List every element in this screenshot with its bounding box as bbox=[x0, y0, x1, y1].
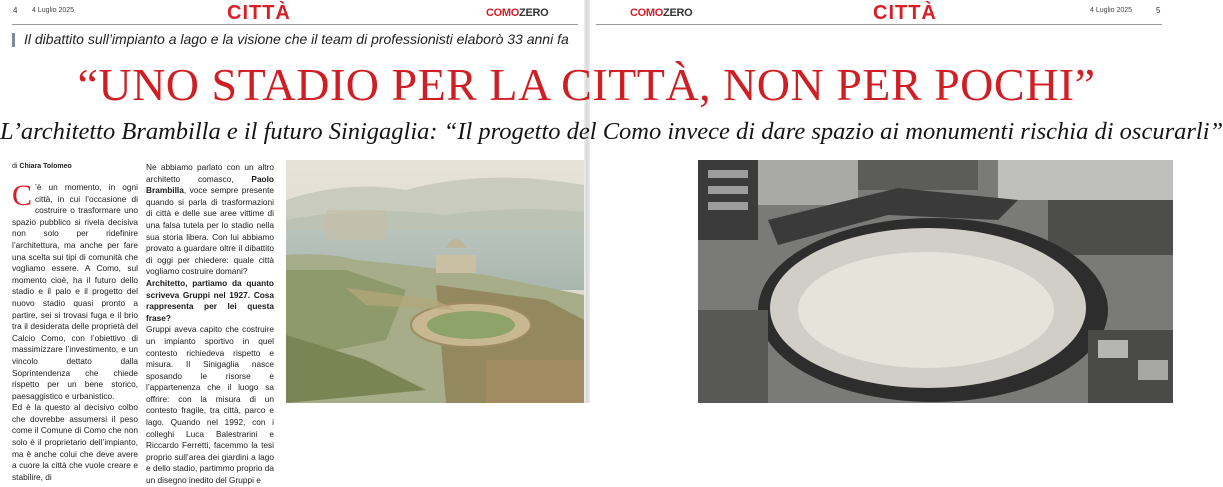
section-title-left: CITTÀ bbox=[227, 2, 291, 24]
lead-paragraph bbox=[12, 179, 138, 402]
watercolor-illustration bbox=[286, 160, 584, 403]
page-number-right: 5 bbox=[1156, 6, 1161, 15]
logo-zero: ZERO bbox=[663, 7, 693, 19]
question-1: Architetto, partiamo da quanto scriveva Gruppi nel 1927. Cosa rappresenta per lei questa frase? bbox=[146, 277, 274, 323]
intro-text-2: , voce sempre presente quando si parla di trasformazioni di città e delle sue aree vittime di una falsa tutela per lo stadio nella sua storia libera. Con lui abbiamo provato a guardare oltre il dibattito di oggi per chiedere: quale città vogliamo costruire domani? bbox=[146, 185, 274, 277]
page-number-left: 4 bbox=[13, 6, 18, 15]
intro-text: Ne abbiamo parlato con un altro architetto comasco, bbox=[146, 162, 274, 184]
article-column-2 bbox=[146, 162, 274, 486]
historic-watercolor-image bbox=[286, 160, 584, 403]
drop-cap: C bbox=[12, 179, 33, 212]
issue-date-right: 4 Luglio 2025 bbox=[1090, 7, 1133, 14]
lead-text: ’è un momento, in ogni città, in cui l’occasione di costruire o trasformare uno spazio pubblico si rivela decisiva non solo per ridefinire l’architettura, ma anche per fare una scelta sui tipi di comunità che vogliamo essere. A Como, sul momento cioè, ha il futuro dello stadio e il palo e il progetto del nuovo stadio quasi pronto a partire, sei si trovasi fuga e il brio tra il desiderata delle proprietà del Calcio Como, con l’obiettivo di massimizzare l’investimento, e un vincolo dettato dalla Soprintendenza che chiede rispetto per un bene storico, paesaggistico e urbanistico. bbox=[12, 182, 138, 401]
comozero-logo-left bbox=[486, 7, 548, 19]
byline-author: Chiara Tolomeo bbox=[19, 163, 72, 170]
paragraph-2: Ed è la questo al decisivo colbo che dovrebbe assumersi il peso come il Comune di Como che non solo è il proprietario dell’impianto, ma è anche colui che deve avere a cuore la città che vuole creare e stabilire, di bbox=[12, 402, 138, 482]
kicker-bar bbox=[12, 33, 15, 47]
logo-como: COMO bbox=[486, 7, 520, 19]
header-rule-left bbox=[12, 24, 578, 25]
intro-paragraph bbox=[146, 162, 274, 278]
historic-stadium-photo bbox=[698, 160, 1173, 403]
byline bbox=[12, 163, 72, 170]
section-title-right: CITTÀ bbox=[873, 2, 937, 24]
answer-1: Gruppi aveva capito che costruire un impianto sportivo in quel contesto richiedeva rispetto e misura. Il Sinigaglia nasce sposando le risorse e l’appartenenza che il luogo sa offrire: con la misura di un contesto fragile, tra città, parco e lago. Quando nel 1992, con i colleghi Luca Balestrarini e Riccardo Ferretti, facemmo la tesi proprio sull’area dei giardini a lago e dello stadio, partimmo proprio da un disegno inedito del Gruppi e bbox=[146, 324, 274, 486]
interviewee-name: Paolo Brambilla bbox=[146, 173, 274, 196]
issue-date-left: 4 Luglio 2025 bbox=[32, 7, 75, 14]
comozero-logo-right bbox=[630, 7, 692, 19]
byline-prefix: di bbox=[12, 163, 18, 170]
article-column-1 bbox=[12, 179, 138, 482]
article-kicker: Il dibattito sull’impianto a lago e la visione che il team di professionisti elaborò 33 anni fa bbox=[24, 31, 569, 47]
article-subheadline: L’architetto Brambilla e il futuro Sinigaglia: “Il progetto del Como invece di dare spazio ai monumenti rischia di oscurarli” bbox=[0, 118, 1223, 145]
article-headline: “UNO STADIO PER LA CITTÀ, NON PER POCHI” bbox=[77, 59, 1096, 110]
logo-zero: ZERO bbox=[519, 7, 549, 19]
logo-como: COMO bbox=[630, 7, 664, 19]
stadium-aerial-illustration bbox=[698, 160, 1173, 403]
header-rule-right bbox=[596, 24, 1162, 25]
